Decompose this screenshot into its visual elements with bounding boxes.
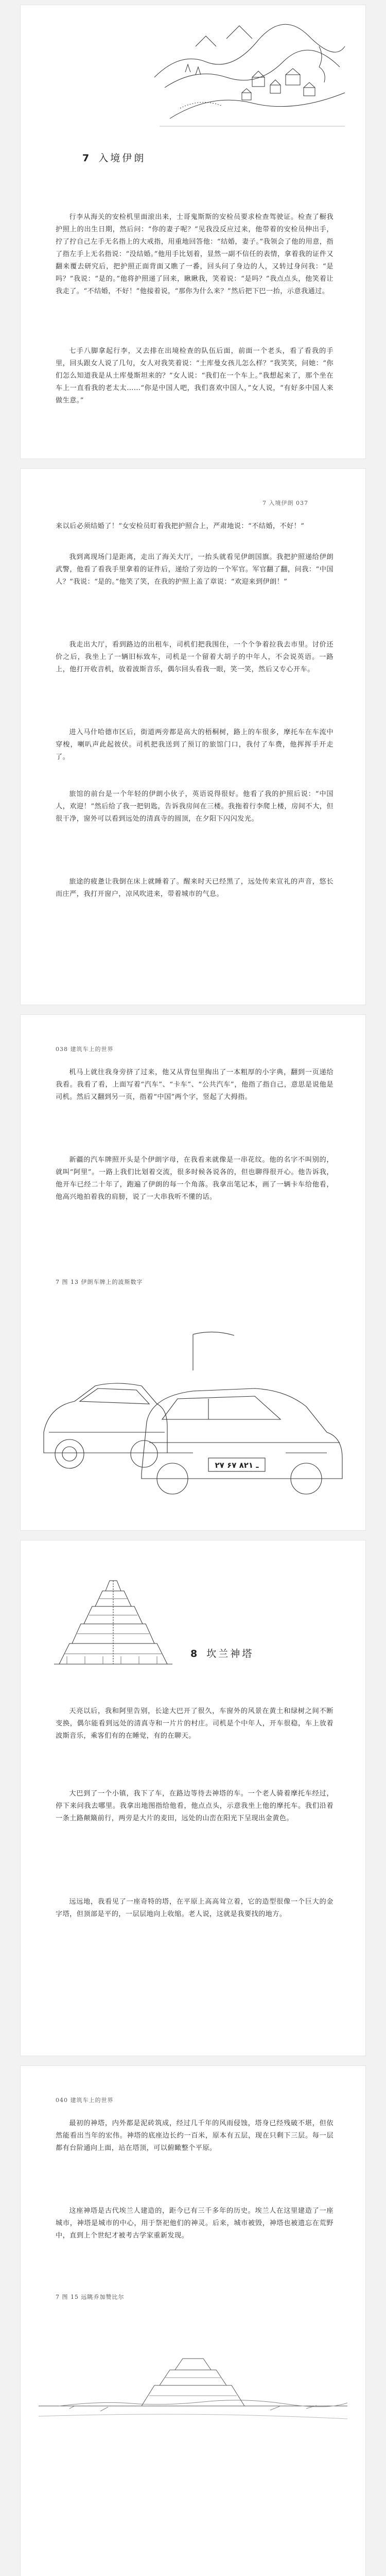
chapter-title	[190, 1646, 254, 1660]
paragraph: 机马上就往我身旁挤了过来，他又从背包里掏出了一本粗厚的小字典，翻到一页递给我看。我看了看，上面写着“汽车”、“卡车”、“公共汽车”，他指了指自己，意思是说他是司机。然后又翻到另一页，指着“中国”两个字，竖起了大拇指。	[56, 1069, 334, 1101]
chapter-title	[82, 150, 146, 164]
running-head: 7 入境伊朗 037	[262, 500, 308, 506]
cars-sketch	[39, 1303, 347, 1499]
page-1	[21, 5, 365, 459]
paragraph: 旅馆的前台是一个年轻的伊朗小伙子，英语说得很好。他看了我的护照后说：“中国人，欢迎！”然后给了我一把钥匙，告诉我房间在三楼。我拖着行李爬上楼，房间不大，但很干净，窗外可以看到远处的清真寺的圆顶，在夕阳下闪闪发光。	[56, 790, 334, 823]
paragraph: 远远地，我看见了一座奇特的塔，在平原上高高耸立着，它的造型很像一个巨大的金字塔，但顶部是平的，一层层地向上收缩。老人说，这就是我要找的地方。	[56, 1898, 334, 1918]
page-3	[21, 1015, 365, 1530]
paragraph: 进入马什哈德市区后，街道两旁都是高大的梧桐树，路上的车很多，摩托车在车流中穿梭，喇叭声此起彼伏。司机把我送到了预订的旅馆门口，我付了车费，他挥挥手开走了。	[56, 728, 334, 761]
mountain-village-sketch	[149, 15, 350, 134]
paragraph: 天亮以后，我和阿里告别，长途大巴开了很久，车窗外的风景在黄土和绿树之间不断变换，偶尔能看到远处的清真寺和一片片的村庄。司机是个中年人，开车很稳，车上放着波斯音乐，乘客们有的在睡觉，有的在聊天。	[56, 1707, 334, 1740]
page-5	[21, 2066, 365, 2576]
paragraph: 这座神塔是古代埃兰人建造的，距今已有三千多年的历史。埃兰人在这里建造了一座城市，神塔是城市的中心，用于祭祀他们的神灵。后来，城市被毁，神塔也被遗忘在荒野中，直到上个世纪才被考古学家重新发现。	[56, 2207, 334, 2240]
paragraph: 我到离现场门是距离，走出了海关大厅，一抬头就看见伊朗国旗。我把护照递给伊朗武警，他看了看我手里拿着的证件后，递给了旁边的一个军官。军官翻了翻，问我：“中国人？”我说：“是的。”他笑了笑，在我的护照上盖了章说：“欢迎来到伊朗！”	[56, 553, 334, 586]
running-head: 038 建筑车上的世界	[56, 1046, 114, 1053]
page-4	[21, 1540, 365, 2056]
paragraph: 行李从海关的安检机里面滚出来，士哥鬼斯斯的安检员要求检查驾驶证。检查了橱我护照上的出生日期，然后问：“你的妻子呢？”见我没反应过来，他带着的安检员伸出手，拧了拧自己左手无名指上的大戒指，用重地回答他：“结婚，妻子。”我领会了他的用意，指了指左手上无名指说：“没结婚。”他用手比划着，显然一副不信任的表情，拿着我的证件又翻来覆去研究后，把护照正面背面又瞧了一番，回头问了身边的人，又转过身问我：“是吗？”我说：“是的。”他将护照递了回来，瞅瞅我，笑着说：“是吗？”我点点头，他笑着让我走了。“不结婚，不好！”他接着说，“那你为什么来？”然后把下巴一抬，示意我通过。	[56, 213, 334, 295]
running-head: 040 建筑车上的世界	[56, 2097, 114, 2104]
figure-caption: 7 图 15 远眺乔加赞比尔	[56, 2294, 125, 2300]
paragraph: 新疆的汽车牌照开头是个伊朗字母，在我看来就像是一串花纹。他的名字不叫别的，就叫“阿里”。一路上我们比划着交流，很多时候各说各的，但也聊得很开心。他告诉我，他开车已经二十年了，跑遍了伊朗的每一个角落。我拿出笔记本，画了一辆卡车给他看，他高兴地拍着我的肩膀，说了一大串我听不懂的话。	[56, 1156, 334, 1201]
page-2	[21, 469, 365, 1005]
chapter-number: 8	[190, 1648, 200, 1659]
paragraph: 七手八脚拿起行李，又去排在出境检查的队伍后面，前面一个老头，看了看我的手里，回头跟女人说了几句，女人对我笑着说：“土库曼女孩儿怎么样？”我笑笑，问她：“你们怎么知道我是从土库曼斯坦来的？”女人说：“我们在一个车上。”我想起来了，那个坐在车上一直看我的老太太……“你是中国人吧，我们喜欢中国人，”女人说，“有好多中国人来做生意。”	[56, 347, 334, 404]
paragraph: 大巴到了一个小镇，我下了车，在路边等待去神塔的车。一个老人骑着摩托车经过，停下来问我去哪里。我拿出地图指给他看，他点点头，示意我坐上他的摩托车。我们沿着一条土路颠簸前行，两旁是大片的麦田，远处的山峦在阳光下呈现出金黄色。	[56, 1790, 334, 1822]
ziggurat-landscape-sketch	[39, 2313, 347, 2437]
license-plate-text: ۲۷ ـ ۸۲۱ ۶۷	[215, 1461, 259, 1470]
chapter-title-text: 入境伊朗	[98, 152, 146, 164]
paragraph: 旅途的疲惫让我倒在床上就睡着了。醒来时天已经黑了，远处传来宣礼的声音，悠长而庄严，我打开窗户，凉风吹进来，带着城市的气息。	[56, 878, 334, 898]
paragraph: 来以后必须结婚了！”女安检员盯着我把护照合上，严肃地说：“不结婚，不好！”	[56, 522, 305, 530]
paragraph: 我走出大厅，看到路边的出租车，司机们把我围住，一个个争着拉我去市里。讨价还价之后，我坐上了一辆旧标致车，司机是一个留着大胡子的中年人，不会说英语。一路上，他打开收音机，放着波斯音乐，偶尔回头看我一眼，笑一笑，然后又专心开车。	[56, 641, 334, 673]
chapter-title-text: 坎兰神塔	[206, 1648, 254, 1659]
paragraph: 最初的神塔，内外都是泥砖筑成，经过几千年的风雨侵蚀，塔身已经残破不堪，但依然能看出当年的宏伟。神塔的底座边长约一百米，原本有五层，现在只剩下三层。每一层都有台阶通向上面，站在塔顶，可以俯瞰整个平原。	[56, 2120, 334, 2152]
ziggurat-sketch	[49, 1561, 178, 1674]
chapter-number: 7	[82, 152, 92, 164]
figure-caption: 7 图 13 伊朗车牌上的波斯数字	[56, 1279, 143, 1285]
